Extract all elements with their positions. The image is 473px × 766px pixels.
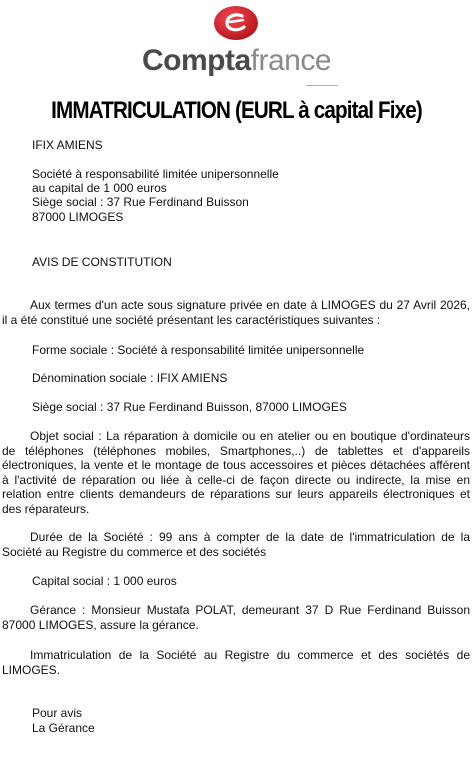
company-name: IFIX AMIENS: [32, 138, 103, 152]
paragraph-capital: Capital social : 1 000 euros: [32, 574, 177, 588]
paragraph-siege: Siège social : 37 Rue Ferdinand Buisson, 87000 LIMOGES: [32, 400, 347, 414]
paragraph-denomination: Dénomination sociale : IFIX AMIENS: [32, 371, 228, 385]
brand-name-bold: Compta: [141, 44, 251, 77]
paragraph-duree: [2, 530, 470, 559]
paragraph-intro: [2, 298, 470, 327]
page-title: IMMATRICULATION (EURL à capital Fixe): [51, 97, 422, 124]
header: [0, 0, 473, 92]
company-city: 87000 LIMOGES: [32, 210, 124, 224]
paragraph-forme: Forme sociale : Société à responsabilité limitée unipersonnelle: [32, 343, 365, 357]
company-capital: au capital de 1 000 euros: [32, 181, 167, 195]
comptafrance-logo-icon: [212, 4, 260, 42]
paragraph-duree-text: Durée de la Société : 99 ans à compter de la date de l'immatriculation de la Société au Registre du commerce et des sociétés: [2, 530, 470, 559]
brand-wordmark: [0, 44, 473, 78]
notice-heading: AVIS DE CONSTITUTION: [32, 255, 172, 269]
paragraph-immat: [2, 648, 470, 677]
paragraph-objet-text: Objet social : La réparation à domicile ou en atelier ou en boutique d'ordinateurs de téléphones (téléphones mobiles, Smartphones,..) de tablettes et d'appareils électroniques, la vente et le montage de tous accessoires et pièces détachées afférent à l'activité de réparation ou liée à celle-ci de façon directe ou indirecte, la mise en relation entre clients demandeurs de réparations sur leurs appareils électroniques et des réparateurs.: [2, 429, 470, 516]
paragraph-gerance: [2, 603, 470, 632]
company-legal-form: Société à responsabilité limitée unipersonnelle: [32, 167, 279, 181]
signature-line-2: La Gérance: [32, 721, 95, 735]
paragraph-immat-text: Immatriculation de la Société au Registre du commerce et des sociétés de LIMOGES.: [2, 648, 470, 677]
paragraph-gerance-text: Gérance : Monsieur Mustafa POLAT, demeurant 37 D Rue Ferdinand Buisson 87000 LIMOGES, assure la gérance.: [2, 603, 470, 632]
signature-line-1: Pour avis: [32, 706, 83, 720]
company-seat: Siège social : 37 Rue Ferdinand Buisson: [32, 195, 249, 209]
brand-name-light: france: [250, 44, 332, 77]
brand-underline: [306, 85, 338, 86]
paragraph-intro-text: Aux termes d'un acte sous signature privée en date à LIMOGES du 27 Avril 2026, il a été constitué une société présentant les caractéristiques suivantes :: [2, 298, 470, 327]
paragraph-objet: [2, 429, 470, 517]
